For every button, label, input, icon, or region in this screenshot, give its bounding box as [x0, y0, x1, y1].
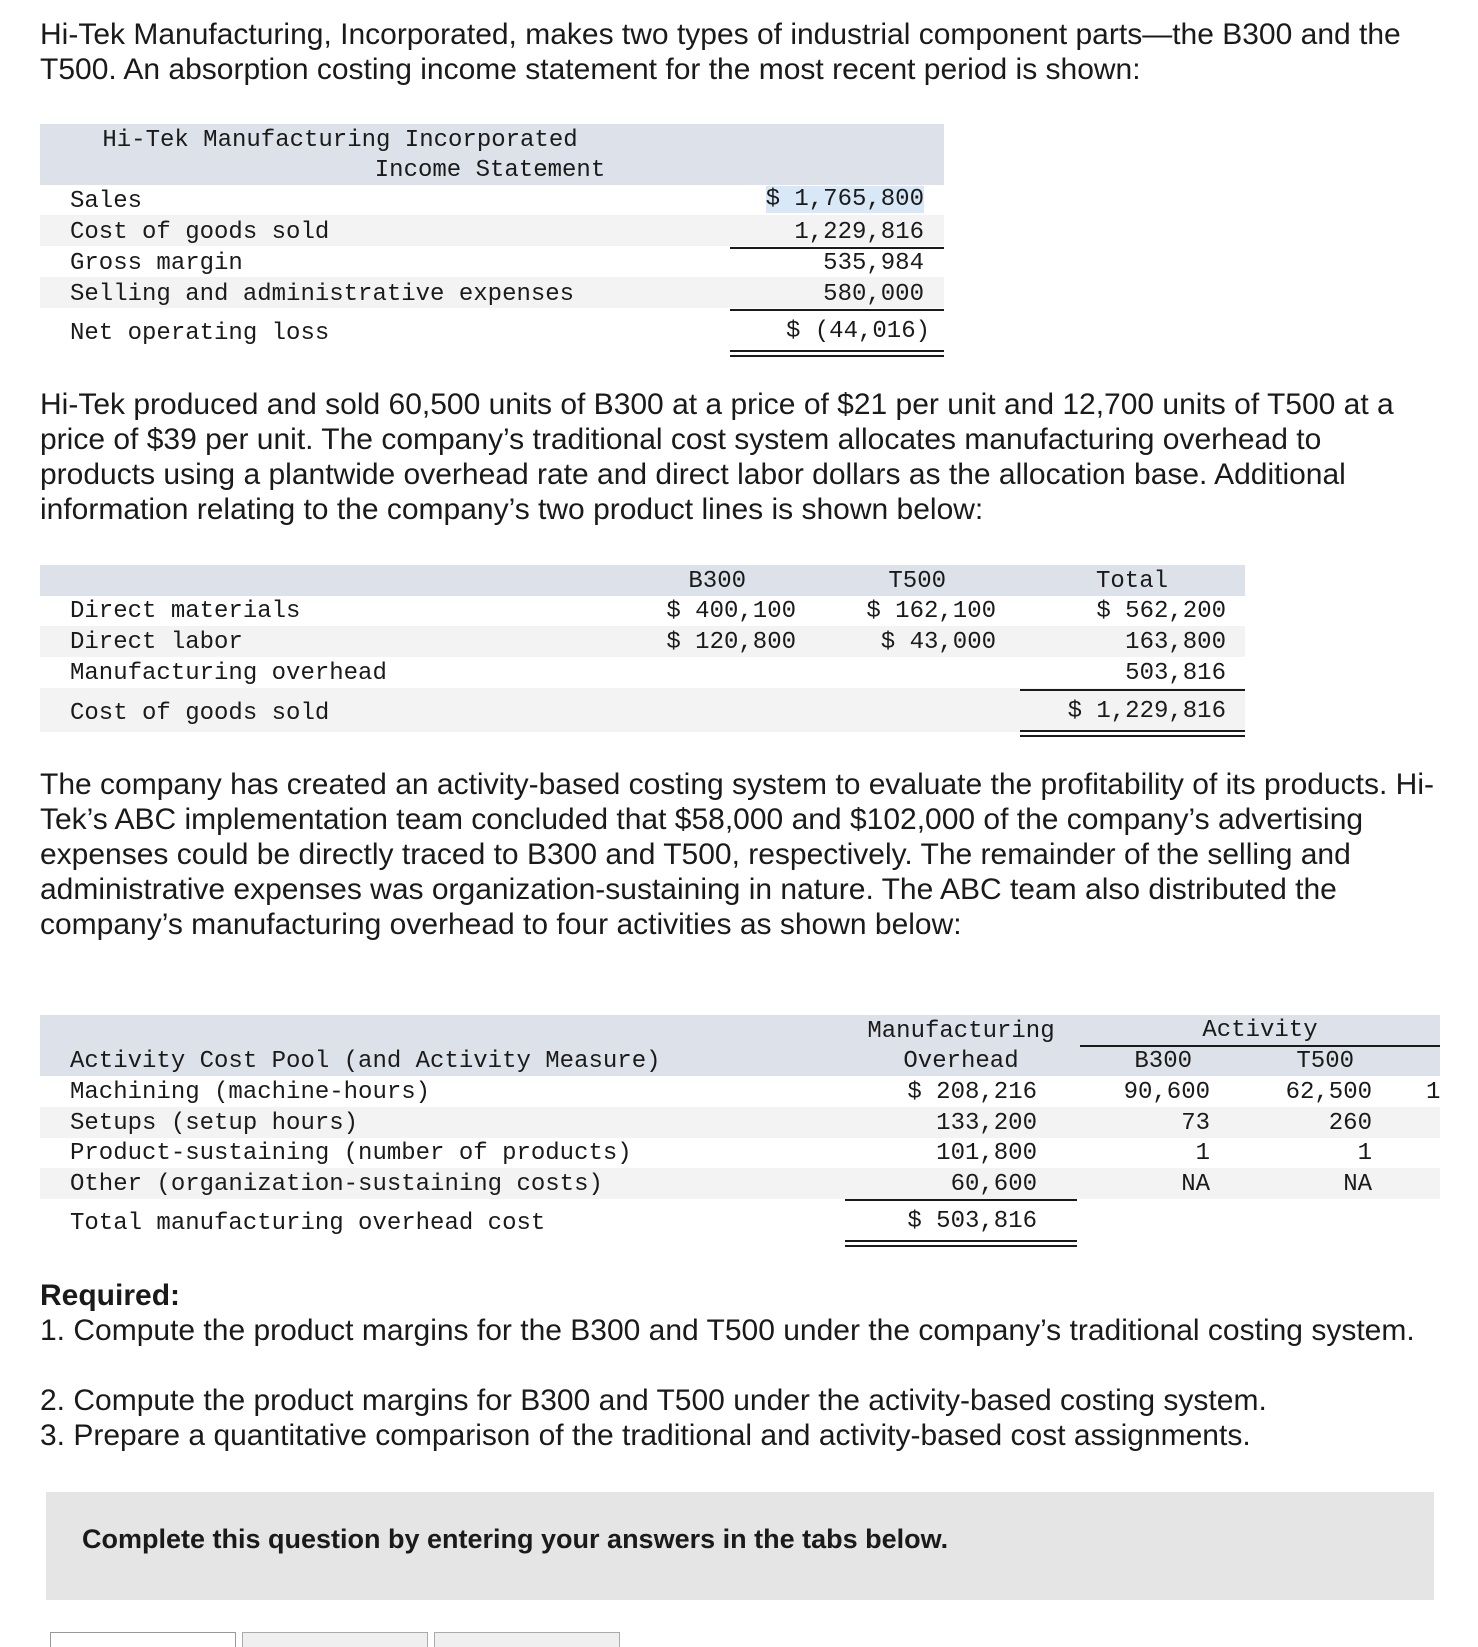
header-activity-b300: B300	[1134, 1048, 1192, 1075]
row-label-net-operating-loss: Net operating loss	[70, 320, 330, 347]
income-statement-company: Hi-Tek Manufacturing Incorporated	[102, 127, 578, 154]
t500-direct-labor: $ 43,000	[880, 629, 996, 656]
value-cogs: 1,229,816	[794, 219, 924, 246]
value-net-operating-loss: $ (44,016)	[785, 318, 930, 345]
header-manufacturing: Manufacturing	[867, 1018, 1055, 1045]
mo-setups: 133,200	[936, 1110, 1037, 1137]
abc-paragraph: The company has created an activity-based costing system to evaluate the profitability of its products. Hi-Tek’s ABC implementation team concluded that $58,000 and $102,000 of the company’s advertising expenses could be directly traced to B300 and T500, respectively. The remainder of the selling and administrative expenses was organization-sustaining in nature. The ABC team also distributed the company’s manufacturing overhead to four activities as shown below:	[40, 768, 1435, 941]
underline	[1020, 689, 1245, 691]
mo-product-sustaining: 101,800	[936, 1140, 1037, 1167]
header-activity: Activity	[1202, 1017, 1318, 1044]
double-underline	[730, 350, 944, 357]
total-direct-labor: 163,800	[1125, 629, 1226, 656]
row-label-direct-materials: Direct materials	[70, 598, 301, 625]
header-total: Total	[1095, 568, 1168, 595]
b300-product-sustaining: 1	[1195, 1140, 1210, 1167]
b300-direct-labor: $ 120,800	[666, 629, 796, 656]
row-label-total-overhead: Total manufacturing overhead cost	[70, 1210, 546, 1237]
row-label-direct-labor: Direct labor	[70, 629, 243, 656]
row-label-sales: Sales	[70, 188, 143, 215]
row-label-cost-of-goods-sold: Cost of goods sold	[70, 700, 330, 727]
header-overhead: Overhead	[903, 1048, 1019, 1075]
t500-product-sustaining: 1	[1357, 1140, 1372, 1167]
t500-setups: 260	[1328, 1110, 1372, 1137]
header-b300: B300	[688, 568, 746, 595]
t500-other: NA	[1343, 1171, 1372, 1198]
t500-direct-materials: $ 162,100	[866, 598, 996, 625]
header-activity-cost-pool: Activity Cost Pool (and Activity Measure)	[70, 1048, 661, 1075]
b300-other: NA	[1181, 1171, 1210, 1198]
b300-setups: 73	[1181, 1110, 1210, 1137]
row-label-cogs: Cost of goods sold	[70, 219, 330, 246]
double-underline	[845, 1240, 1077, 1247]
instruction-text: Complete this question by entering your answers in the tabs below.	[82, 1524, 949, 1554]
tab-required-1[interactable]	[50, 1632, 236, 1647]
instruction-box	[46, 1492, 1434, 1600]
required-item-1: 1. Compute the product margins for the B300 and T500 under the company’s traditional costing system.	[40, 1314, 1415, 1347]
underline	[730, 309, 944, 311]
intro-paragraph: Hi-Tek Manufacturing, Incorporated, makes two types of industrial component parts—the B300 and the T500. An absorption costing income statement for the most recent period is shown:	[40, 18, 1401, 86]
value-sales: $ 1,765,800	[765, 186, 924, 213]
mo-other: 60,600	[950, 1171, 1037, 1198]
row-label-product-sustaining: Product-sustaining (number of products)	[70, 1140, 632, 1167]
production-paragraph: Hi-Tek produced and sold 60,500 units of B300 at a price of $21 per unit and 12,700 units of T500 at a price of $39 per unit. The company’s traditional cost system allocates manufacturing overhead to products using a plantwide overhead rate and direct labor dollars as the allocation base. Additional information relating to the company’s two product lines is shown below:	[40, 388, 1394, 526]
income-statement-title: Income Statement	[374, 157, 606, 184]
underline	[845, 1199, 1077, 1201]
row-label-selling-admin: Selling and administrative expenses	[70, 281, 575, 308]
activity-header-underline	[1080, 1045, 1440, 1047]
row-label-manufacturing-overhead: Manufacturing overhead	[70, 660, 387, 687]
double-underline	[1020, 730, 1245, 737]
b300-direct-materials: $ 400,100	[666, 598, 796, 625]
value-gross-margin: 535,984	[823, 250, 924, 277]
b300-machining: 90,600	[1123, 1079, 1210, 1106]
required-item-2: 2. Compute the product margins for B300 and T500 under the activity-based costing system.	[40, 1384, 1267, 1417]
total-manufacturing-overhead: 503,816	[1125, 660, 1226, 687]
row-label-other: Other (organization-sustaining costs)	[70, 1171, 603, 1198]
tab-required-3[interactable]	[434, 1632, 620, 1647]
required-item-3: 3. Prepare a quantitative comparison of the traditional and activity-based cost assignments.	[40, 1419, 1251, 1452]
row-label-setups: Setups (setup hours)	[70, 1110, 359, 1137]
overflow-glyph: 1	[1426, 1079, 1441, 1106]
row-label-gross-margin: Gross margin	[70, 250, 243, 277]
tab-required-2[interactable]	[242, 1632, 428, 1647]
total-overhead-value: $ 503,816	[907, 1208, 1037, 1235]
t500-machining: 62,500	[1285, 1079, 1372, 1106]
underline	[730, 247, 944, 249]
total-cost-of-goods-sold: $ 1,229,816	[1067, 698, 1226, 725]
mo-machining: $ 208,216	[907, 1079, 1037, 1106]
row-label-machining: Machining (machine-hours)	[70, 1079, 431, 1106]
header-activity-t500: T500	[1296, 1048, 1354, 1075]
value-selling-admin: 580,000	[823, 281, 924, 308]
required-heading: Required:	[40, 1279, 181, 1312]
total-direct-materials: $ 562,200	[1096, 598, 1226, 625]
header-t500: T500	[888, 568, 946, 595]
